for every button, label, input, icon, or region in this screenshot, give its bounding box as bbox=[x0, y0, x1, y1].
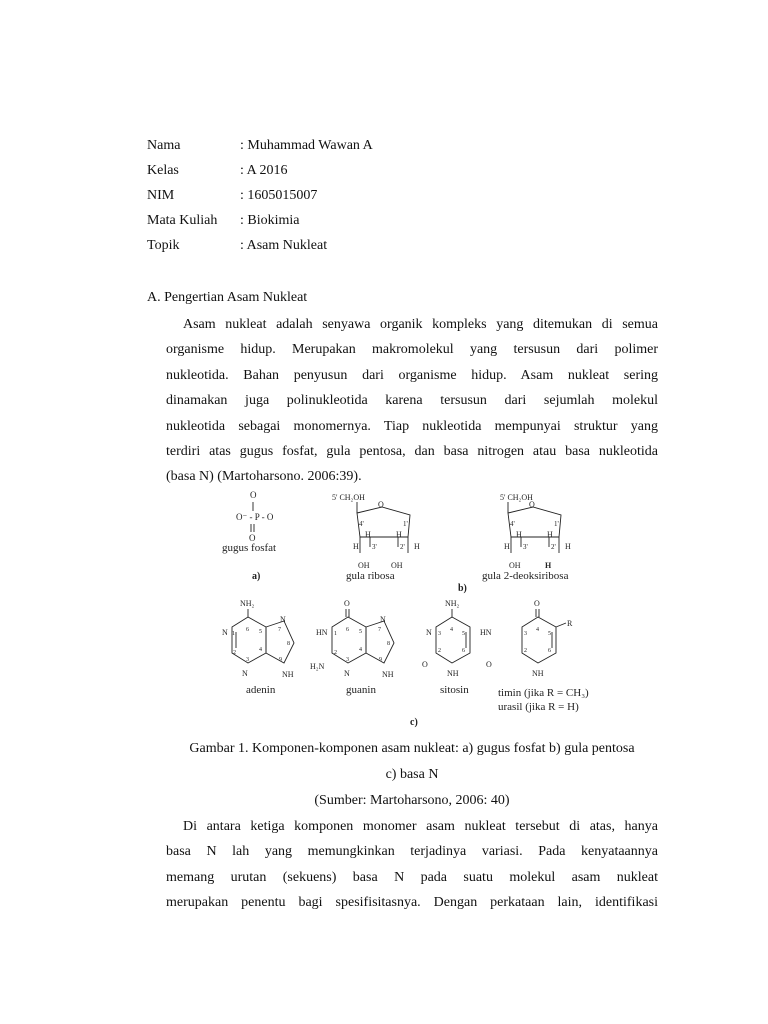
guanine-n7: N bbox=[380, 615, 386, 624]
thymine-o2: O bbox=[486, 660, 492, 669]
ribose-c4: 4' bbox=[359, 520, 364, 528]
adenine-c8: 8 bbox=[287, 641, 290, 647]
figure-source: (Sumber: Martoharsono, 2006: 40) bbox=[314, 793, 510, 808]
guanine-c3: 3 bbox=[346, 657, 349, 663]
ribose-h: H bbox=[414, 542, 420, 551]
paragraph-line: Di antara ketiga komponen monomer asam nukleat tersebut di atas, hanya bbox=[183, 819, 658, 834]
info-value: : 1605015007 bbox=[240, 188, 318, 203]
guanine-hn: HN bbox=[316, 628, 328, 637]
ribose-h: H bbox=[353, 542, 359, 551]
paragraph-line: (basa N) (Martoharsono. 2006:39). bbox=[166, 469, 362, 485]
ribose-h: H bbox=[365, 530, 371, 539]
thymine-name: timin (jika R = CH₃) bbox=[498, 687, 589, 699]
section-title: A. Pengertian Asam Nukleat bbox=[147, 290, 308, 305]
ribose-ch2oh: 5' CH₂OH bbox=[332, 493, 365, 502]
adenine-name: adenin bbox=[246, 684, 276, 696]
adenine-n7: N bbox=[280, 615, 286, 624]
ribose-sugar bbox=[332, 493, 420, 582]
deoxyribose-h: H bbox=[547, 530, 553, 539]
guanine-c7: 7 bbox=[378, 627, 381, 633]
info-label: NIM bbox=[147, 188, 175, 203]
guanine-name: guanin bbox=[346, 684, 376, 696]
deoxyribose-sugar bbox=[482, 493, 571, 582]
thymine-o: O bbox=[534, 599, 540, 608]
info-value: : Muhammad Wawan A bbox=[240, 138, 373, 153]
guanine-o: O bbox=[344, 599, 350, 608]
paragraph-1 bbox=[166, 312, 658, 490]
paragraph-line: dinamakan juga polinukleotida karena tersusun dari sejumlah molekul bbox=[166, 393, 658, 409]
info-label: Nama bbox=[147, 138, 181, 153]
cytosine-nh2: NH₂ bbox=[445, 599, 460, 608]
paragraph-line: Asam nukleat adalah senyawa organik kompleks yang ditemukan di semua bbox=[183, 317, 658, 332]
guanine-c8: 8 bbox=[387, 641, 390, 647]
paragraph-line: merupakan penentu bagi spesifisitasnya. Dengan perkataan lain, identifikasi bbox=[166, 895, 658, 911]
guanine-c6: 6 bbox=[346, 627, 349, 633]
deoxyribose-c2: 2' bbox=[551, 543, 556, 551]
adenine-c7: 7 bbox=[278, 627, 281, 633]
ribose-oh-3: OH bbox=[358, 561, 370, 570]
cytosine-c2: 2 bbox=[438, 648, 441, 654]
paragraph-line: basa N lah yang memungkinkan terjadinya variasi. Pada kenyataannya bbox=[166, 844, 658, 860]
phosphate-group bbox=[222, 490, 276, 582]
thymine-c5: 5 bbox=[548, 631, 551, 637]
info-value: : Biokimia bbox=[240, 213, 300, 228]
phosphate-name: gugus fosfat bbox=[222, 542, 277, 554]
info-value: : Asam Nukleat bbox=[240, 238, 328, 253]
cytosine-c6: 6 bbox=[462, 648, 465, 654]
guanine-c2: 2 bbox=[334, 650, 337, 656]
figure-nucleic-acid-components bbox=[160, 485, 620, 730]
deoxyribose-c3: 3' bbox=[523, 543, 528, 551]
thymine-c6: 6 bbox=[548, 648, 551, 654]
thymine-c2: 2 bbox=[524, 648, 527, 654]
cytosine-c5: 5 bbox=[462, 631, 465, 637]
deoxyribose-ch2oh: 5' CH₂OH bbox=[500, 493, 533, 502]
deoxyribose-h: H bbox=[516, 530, 522, 539]
adenine-c3: 3 bbox=[246, 657, 249, 663]
deoxyribose-h: H bbox=[565, 542, 571, 551]
paragraph-2 bbox=[166, 814, 658, 916]
guanine-c9: 9 bbox=[379, 657, 382, 663]
ribose-ring-o: O bbox=[378, 500, 384, 509]
paragraph-line: organisme hidup. Merupakan makromolekul yang tersusun dari polimer bbox=[166, 342, 658, 358]
paragraph-line: nukleotida sebagai monomernya. Tiap nukleotida mempunyai struktur yang bbox=[166, 418, 658, 434]
adenine-n3: N bbox=[242, 669, 248, 678]
deoxyribose-c1: 1' bbox=[554, 520, 559, 528]
info-label: Topik bbox=[147, 238, 180, 253]
phosphate-o-top: O bbox=[250, 490, 257, 500]
deoxyribose-ring-o: O bbox=[529, 500, 535, 509]
ribose-c2: 2' bbox=[400, 543, 405, 551]
info-label: Mata Kuliah bbox=[147, 213, 218, 228]
info-value: : A 2016 bbox=[240, 163, 288, 178]
adenine-c4: 4 bbox=[259, 647, 262, 653]
guanine-c1: 1 bbox=[334, 631, 337, 637]
paragraph-line: terdiri atas gugus fosfat, gula pentosa, dan basa nitrogen atau basa nukleotida bbox=[166, 443, 658, 459]
ribose-c1: 1' bbox=[403, 520, 408, 528]
guanine-c4: 4 bbox=[359, 647, 362, 653]
guanine-h2n: H₂N bbox=[310, 662, 325, 671]
ribose-oh-2: OH bbox=[391, 561, 403, 570]
figure-caption-line1: Gambar 1. Komponen-komponen asam nukleat: a) gugus fosfat b) gula pentosa bbox=[189, 741, 635, 756]
thymine-hn: HN bbox=[480, 628, 492, 637]
cytosine-structure bbox=[422, 599, 470, 696]
thymine-c4: 4 bbox=[536, 627, 539, 633]
deoxyribose-h-2: H bbox=[545, 561, 552, 570]
adenine-nh: NH bbox=[282, 670, 294, 679]
label-a: a) bbox=[252, 571, 261, 582]
adenine-c6: 6 bbox=[246, 627, 249, 633]
thymine-uracil-structure bbox=[480, 599, 589, 713]
adenine-nh2: NH₂ bbox=[240, 599, 255, 608]
cytosine-n3: N bbox=[426, 628, 432, 637]
guanine-nh: NH bbox=[382, 670, 394, 679]
info-label: Kelas bbox=[147, 163, 179, 178]
deoxyribose-oh: OH bbox=[509, 561, 521, 570]
deoxyribose-name: gula 2-deoksiribosa bbox=[482, 570, 569, 582]
ribose-c3: 3' bbox=[372, 543, 377, 551]
guanine-structure bbox=[310, 599, 394, 696]
paragraph-line: memang urutan (sekuens) basa N pada suatu molekul asam nukleat bbox=[166, 869, 658, 885]
guanine-c5: 5 bbox=[359, 629, 362, 635]
thymine-nh: NH bbox=[532, 669, 544, 678]
ribose-h: H bbox=[396, 530, 402, 539]
adenine-c9: 9 bbox=[279, 657, 282, 663]
thymine-c3: 3 bbox=[524, 631, 527, 637]
phosphate-formula: O⁻ - P - O bbox=[236, 512, 274, 522]
thymine-r: R bbox=[567, 619, 573, 628]
adenine-c2: 2 bbox=[233, 650, 236, 656]
guanine-n3: N bbox=[344, 669, 350, 678]
figure-caption-line2: c) basa N bbox=[385, 767, 439, 782]
paragraph-line: nukleotida. Bahan penyusun dari organisme hidup. Asam nukleat sering bbox=[166, 367, 658, 383]
cytosine-c4: 4 bbox=[450, 627, 453, 633]
uracil-name: urasil (jika R = H) bbox=[498, 701, 579, 713]
adenine-c5: 5 bbox=[259, 629, 262, 635]
adenine-structure bbox=[222, 599, 294, 696]
ribose-name: gula ribosa bbox=[346, 570, 395, 582]
cytosine-name: sitosin bbox=[440, 684, 469, 696]
deoxyribose-c4: 4' bbox=[510, 520, 515, 528]
adenine-n1: N bbox=[222, 628, 228, 637]
structure-diagram bbox=[160, 485, 620, 730]
deoxyribose-h: H bbox=[504, 542, 510, 551]
cytosine-o: O bbox=[422, 660, 428, 669]
adenine-c1: 1 bbox=[232, 631, 235, 637]
label-b: b) bbox=[458, 583, 467, 594]
cytosine-nh: NH bbox=[447, 669, 459, 678]
phosphate-o-bottom: O bbox=[249, 533, 256, 543]
cytosine-c3: 3 bbox=[438, 631, 441, 637]
label-c: c) bbox=[410, 717, 418, 728]
